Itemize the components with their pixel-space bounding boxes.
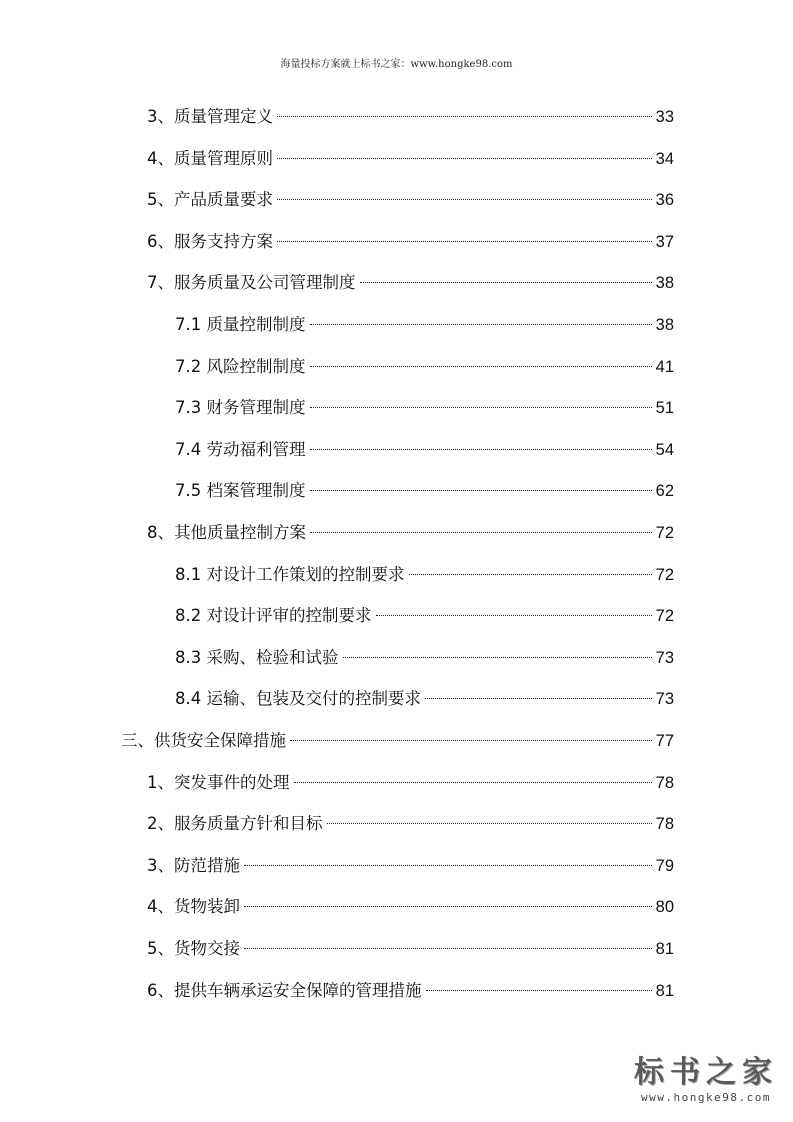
- toc-entry-title: 2、服务质量方针和目标: [147, 814, 323, 834]
- toc-entry-title: 8.4 运输、包装及交付的控制要求: [175, 689, 421, 709]
- toc-page-number: 73: [655, 648, 674, 667]
- toc-page-number: 37: [655, 232, 674, 251]
- toc-page-number: 77: [655, 732, 674, 750]
- toc-dot-leader: [310, 490, 652, 491]
- toc-entry-title: 7.5 档案管理制度: [175, 481, 306, 501]
- toc-dot-leader: [343, 657, 652, 658]
- toc-entry[interactable]: [175, 687, 674, 711]
- toc-dot-leader: [244, 948, 652, 949]
- toc-dot-leader: [244, 906, 652, 907]
- toc-entry[interactable]: [147, 812, 674, 836]
- brand-logo: [631, 1055, 781, 1104]
- toc-dot-leader: [277, 241, 652, 242]
- toc-entry-title: 7.4 劳动福利管理: [175, 439, 306, 459]
- toc-dot-leader: [277, 199, 652, 200]
- toc-entry[interactable]: [147, 937, 674, 961]
- toc-entry-title: 8、其他质量控制方案: [147, 523, 306, 542]
- toc-entry-title: 5、货物交接: [147, 939, 240, 958]
- toc-entry[interactable]: [147, 854, 674, 878]
- toc-dot-leader: [310, 324, 652, 325]
- toc-entry-title: 8.1 对设计工作策划的控制要求: [175, 564, 405, 584]
- toc-page-number: 72: [655, 565, 674, 584]
- toc-entry[interactable]: [175, 479, 674, 503]
- toc-page-number: 34: [655, 149, 674, 168]
- toc-entry-title: 1、突发事件的处理: [147, 772, 290, 792]
- logo-brand-text: 标书之家: [634, 1055, 778, 1090]
- toc-entry[interactable]: [175, 604, 674, 628]
- toc-dot-leader: [426, 990, 652, 991]
- toc-page-number: 41: [655, 357, 674, 376]
- page-header: 海量投标方案就上标书之家：www.hongke98.com: [280, 59, 513, 70]
- logo-url-text: www.hongke98.com: [641, 1091, 771, 1104]
- toc-entry[interactable]: [147, 521, 674, 545]
- toc-page-number: 72: [655, 607, 674, 626]
- toc-entry[interactable]: [147, 771, 674, 795]
- toc-entry-title: 7.1 质量控制制度: [175, 315, 306, 334]
- toc-page-number: 54: [655, 440, 674, 459]
- toc-dot-leader: [310, 532, 652, 533]
- toc-dot-leader: [310, 407, 652, 408]
- toc-entry-title: 8.3 采购、检验和试验: [175, 647, 339, 667]
- toc-page-number: 51: [655, 399, 674, 418]
- toc-entry-title: 三、供货安全保障措施: [121, 731, 286, 750]
- toc-entry-title: 4、货物装卸: [147, 897, 240, 917]
- toc-entry-title: 5、产品质量要求: [147, 190, 273, 210]
- toc-entry[interactable]: [175, 563, 674, 587]
- toc-dot-leader: [310, 366, 652, 367]
- toc-dot-leader: [376, 615, 652, 616]
- toc-entry-title: 7.3 财务管理制度: [175, 398, 306, 418]
- toc-entry[interactable]: [147, 271, 674, 295]
- toc-page-number: 81: [655, 981, 674, 1000]
- toc-dot-leader: [409, 574, 652, 575]
- toc-dot-leader: [277, 116, 652, 117]
- toc-entry-title: 7.2 风险控制制度: [175, 356, 306, 376]
- toc-entry[interactable]: [175, 313, 674, 337]
- toc-page-number: 78: [655, 815, 674, 834]
- toc-dot-leader: [290, 740, 652, 741]
- toc-entry-title: 8.2 对设计评审的控制要求: [175, 606, 372, 626]
- toc-entry-title: 3、质量管理定义: [147, 107, 273, 126]
- toc-page-number: 79: [655, 856, 674, 875]
- toc-page-number: 80: [655, 898, 674, 917]
- toc-entry[interactable]: [147, 895, 674, 919]
- toc-entry-title: 7、服务质量及公司管理制度: [147, 273, 356, 293]
- toc-entry[interactable]: [147, 147, 674, 171]
- toc-entry[interactable]: [147, 188, 674, 212]
- toc-page-number: 78: [655, 773, 674, 792]
- toc-page-number: 38: [655, 274, 674, 293]
- toc-dot-leader: [244, 865, 652, 866]
- toc-page-number: 36: [655, 191, 674, 210]
- toc-entry[interactable]: [147, 230, 674, 254]
- toc-dot-leader: [277, 158, 652, 159]
- toc-entry[interactable]: [175, 355, 674, 379]
- toc-page-number: 33: [655, 108, 674, 126]
- toc-entry[interactable]: [147, 105, 674, 129]
- toc-page-number: 62: [655, 482, 674, 501]
- toc-entry-title: 6、提供车辆承运安全保障的管理措施: [147, 980, 422, 1000]
- toc-entry[interactable]: [175, 646, 674, 670]
- toc-entry[interactable]: [175, 396, 674, 420]
- toc-page-number: 73: [655, 690, 674, 709]
- toc-entry[interactable]: [147, 979, 674, 1003]
- toc-dot-leader: [360, 282, 652, 283]
- toc-entry-title: 6、服务支持方案: [147, 231, 273, 251]
- toc-dot-leader: [310, 449, 652, 450]
- toc-dot-leader: [294, 782, 652, 783]
- toc-page-number: 38: [655, 316, 674, 334]
- toc-entry-title: 4、质量管理原则: [147, 148, 273, 168]
- toc-dot-leader: [327, 823, 652, 824]
- toc-entry[interactable]: [121, 729, 674, 753]
- toc-entry[interactable]: [175, 438, 674, 462]
- toc-page-number: 81: [655, 940, 674, 958]
- toc-entry-title: 3、防范措施: [147, 855, 240, 875]
- toc-dot-leader: [425, 698, 652, 699]
- toc-page-number: 72: [655, 524, 674, 542]
